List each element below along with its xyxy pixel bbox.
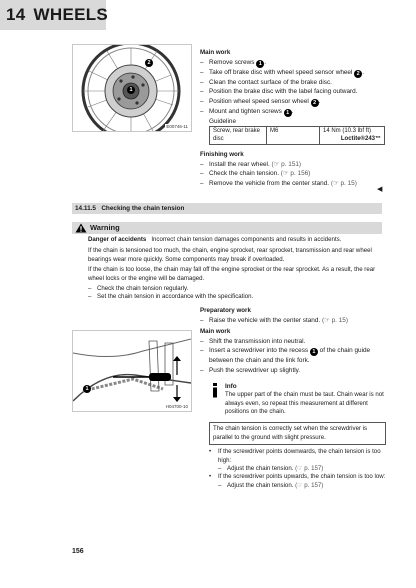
main-work-brake-disc <box>200 48 386 145</box>
heading-finishing-work: Finishing work <box>200 151 244 158</box>
guideline-label: Guideline <box>209 117 237 125</box>
danger-text: Incorrect chain tension damages components and results in accidents. <box>151 236 342 243</box>
condition-box: The chain tension is correctly set when the screwdriver is parallel to the ground with slight pressure. <box>209 422 386 445</box>
guideline-torque-cell <box>320 127 385 145</box>
step: – Position wheel speed sensor wheel 2 . <box>200 97 321 106</box>
warning-title: Warning <box>90 223 120 232</box>
step-text: Adjust the chain tension. <box>227 481 294 489</box>
step: – Push the screwdriver up slightly. <box>200 366 301 374</box>
step-text: Shift the transmission into neutral. <box>209 337 306 345</box>
guideline-item: Screw, rear brake disc <box>210 127 267 145</box>
warning-paragraph: If the chain is too loose, the chain may fall off the engine sprocket or the rear sprocket. As a result, the rear wheel locks or the engine will be damaged. <box>88 266 376 282</box>
step-text: Adjust the chain tension. <box>227 465 294 472</box>
condition-text: If the screwdriver points upwards, the chain tension is too low: <box>218 473 386 481</box>
step: – Remove the vehicle from the center stand. (☞ p. 15) <box>200 179 357 187</box>
callout-1: 1 <box>127 86 135 94</box>
info-note <box>200 382 386 417</box>
condition-list <box>209 448 386 490</box>
step: – Install the rear wheel. (☞ p. 151) <box>200 160 302 168</box>
warning-item: – Check the chain tension regularly. <box>88 285 189 293</box>
chapter-title: WHEELS <box>33 5 109 24</box>
chain-procedure <box>200 306 386 490</box>
guideline-compound: Loctite®243™ <box>340 135 381 142</box>
condition-item: • If the screwdriver points upwards, the chain tension is too low: <box>209 473 386 481</box>
section-number: 14.11.5 <box>75 205 96 212</box>
warning-header <box>72 222 382 234</box>
guideline-size: M6 <box>267 127 320 145</box>
condition-text: If the screwdriver points downwards, the chain tension is too high: <box>218 448 381 464</box>
heading-preparatory-work: Preparatory work <box>200 307 251 314</box>
step-text: Clean the contact surface of the brake disc. <box>209 78 332 86</box>
step-text: Position the brake disc with the label facing outward. <box>209 88 358 96</box>
warning-item-text: Check the chain tension regularly. <box>97 285 189 293</box>
step-suffix: . <box>318 97 321 105</box>
page-reference[interactable]: (☞ p. 15) <box>330 179 357 187</box>
step-text: Install the rear wheel. <box>209 160 270 168</box>
warning-paragraph: If the chain is tensioned too much, the chain, engine sprocket, rear sprocket, transmission and rear wheel bearings wear more quickly. Some components may break if overloaded. <box>88 247 372 263</box>
step: – Insert a screwdriver into the recess 1 of the chain guide between the chain and the link fork. <box>200 347 371 365</box>
danger-label: Danger of accidents <box>88 236 147 243</box>
info-text: The upper part of the chain must be taut. Chain wear is not always even, so repeat this measurement at different positions on the chain. <box>225 391 384 415</box>
callout-2: 2 <box>354 70 362 78</box>
info-icon <box>209 382 221 398</box>
step-text: Raise the vehicle with the center stand. <box>209 316 321 324</box>
page-number: 156 <box>72 548 84 555</box>
step: – Check the chain tension. (☞ p. 156) <box>200 170 311 178</box>
chapter-header <box>0 0 109 30</box>
step: – Mount and tighten screws 1 . <box>200 107 294 116</box>
step-text: Mount and tighten screws <box>209 107 282 115</box>
callout-1: 1 <box>284 109 292 117</box>
step: – Take off brake disc with wheel speed sensor wheel 2 . <box>200 68 364 77</box>
guideline-table <box>209 126 385 145</box>
step-text: Check the chain tension. <box>209 170 279 178</box>
callout-2: 2 <box>311 99 319 107</box>
step-text: Insert a screwdriver into the recess <box>209 347 309 355</box>
callout-1: 1 <box>83 385 91 393</box>
chain-tension-figure <box>72 330 192 412</box>
page-reference[interactable]: (☞ p. 151) <box>271 160 302 168</box>
figure-id: H04700-10 <box>165 404 188 409</box>
step: – Position the brake disc with the label facing outward. <box>200 88 358 96</box>
brake-disc-figure <box>72 44 192 132</box>
step: – Adjust the chain tension. (☞ p. 157) <box>218 465 324 472</box>
page-reference[interactable]: (☞ p. 157) <box>295 481 324 489</box>
section-title: Checking the chain tension <box>101 205 185 212</box>
callout-2: 2 <box>145 59 153 67</box>
page-reference[interactable]: (☞ p. 157) <box>295 465 324 472</box>
step: – Adjust the chain tension. (☞ p. 157) <box>218 481 324 489</box>
info-title: Info <box>225 382 237 390</box>
page-reference[interactable]: (☞ p. 15) <box>321 316 348 324</box>
step-suffix: . <box>291 107 294 115</box>
step-text: of the chain guide between the chain and the link fork. <box>209 347 371 365</box>
step-text: Take off brake disc with wheel speed sensor wheel <box>209 68 353 76</box>
warning-box <box>72 222 382 302</box>
callout-1: 1 <box>310 348 318 356</box>
chain-illustration <box>73 331 191 411</box>
heading-main-work: Main work <box>200 49 231 56</box>
page-reference[interactable]: (☞ p. 156) <box>280 170 311 178</box>
warning-item-text: Set the chain tension in accordance with the specification. <box>97 293 254 301</box>
finishing-work <box>200 150 386 188</box>
chapter-number: 14 <box>6 5 26 24</box>
heading-main-work: Main work <box>200 328 231 336</box>
section-header <box>72 203 382 214</box>
step: – Clean the contact surface of the brake disc. <box>200 78 332 86</box>
step-suffix: . <box>362 68 364 76</box>
step-text: Position wheel speed sensor wheel <box>209 97 309 105</box>
warning-body <box>72 234 382 302</box>
step: – Raise the vehicle with the center stand. (☞ p. 15) <box>200 316 348 324</box>
step-text: Push the screwdriver up slightly. <box>209 366 301 374</box>
section-end-triangle-icon: ◀ <box>377 186 383 193</box>
condition-item: • If the screwdriver points downwards, the chain tension is too high: <box>209 448 386 465</box>
step-suffix: . <box>264 58 267 66</box>
warning-triangle-icon <box>75 223 87 233</box>
figure-id: E00746-11 <box>166 124 188 129</box>
warning-item: – Set the chain tension in accordance with the specification. <box>88 293 254 301</box>
step-text: Remove the vehicle from the center stand. <box>209 179 330 187</box>
callout-1: 1 <box>256 60 264 68</box>
step: – Shift the transmission into neutral. <box>200 337 306 345</box>
step-text: Remove screws <box>209 58 255 66</box>
step: – Remove screws 1 . <box>200 58 267 67</box>
guideline-torque: 14 Nm (10.3 lbf ft) <box>323 128 372 135</box>
